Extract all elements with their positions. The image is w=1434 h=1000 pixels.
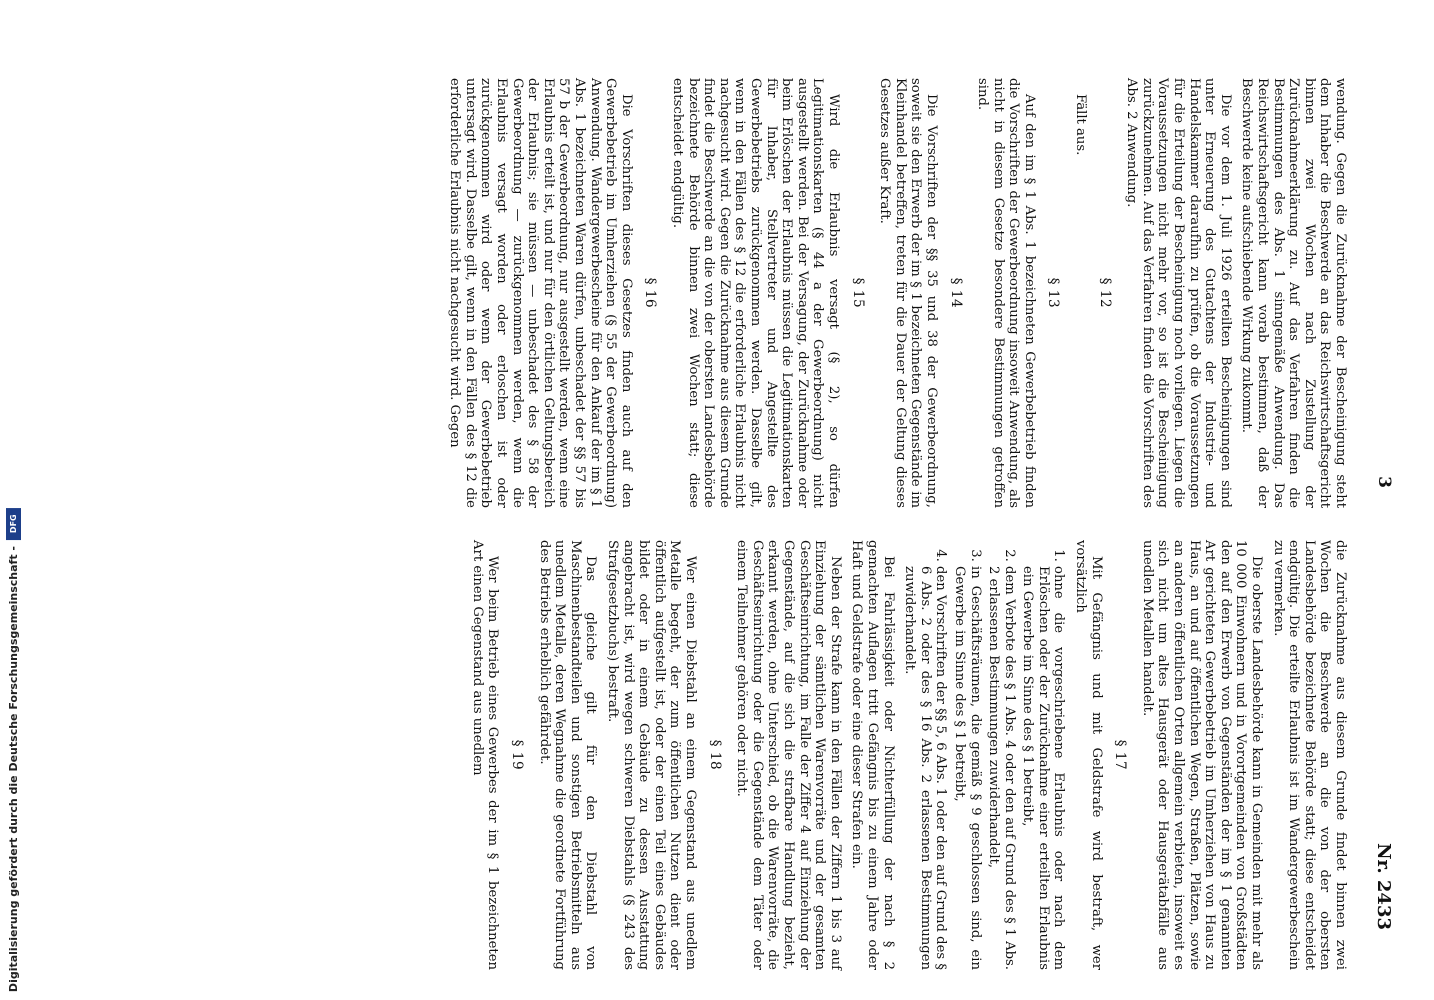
list-item: 1. ohne die vorgeschriebene Erlaubnis oder nach dem Erlöschen oder der Zurücknahme einer erteilten Erlaubnis ein Gewerbe im Sinne des § 1 betreibt, bbox=[1020, 566, 1067, 970]
paragraph: die Zurücknahme aus diesem Grunde findet binnen zwei Wochen die Beschwerde an die von der obersten Landesbehörde bezeichnete Behörde statt; diese entscheidet endgültig. Die erteilte Erlaubnis ist im Wandergewerbeschein zu vermerken. bbox=[1270, 540, 1348, 970]
right-column bbox=[463, 540, 1348, 970]
section-text-19: Wer beim Betrieb eines Gewerbes der im § 1 bezeichneten Art einen Gegenstand aus unedlem bbox=[469, 540, 501, 970]
section-heading-12: § 12 bbox=[1096, 277, 1113, 309]
section-heading-19: § 19 bbox=[509, 739, 526, 771]
list-item: 2. dem Verbote des § 1 Abs. 4 oder den auf Grund des § 1 Abs. 2 erlassenen Bestimmungen zuwiderhandelt, bbox=[986, 566, 1017, 970]
section-text-12: Fällt aus. bbox=[1073, 94, 1089, 156]
section-heading-15: § 15 bbox=[849, 277, 866, 309]
dfg-logo: DFG bbox=[6, 508, 21, 540]
document-number: Nr. 2433 bbox=[1373, 843, 1394, 930]
section-heading-16: § 16 bbox=[642, 277, 659, 309]
page-number: 3 bbox=[1374, 476, 1394, 488]
paragraph: Die vor dem 1. Juli 1926 erteilten Bescheinigungen sind unter Erneuerung des Gutachtens der Industrie- und Handelskammer daraufhin zu prüfen, ob die Voraussetzungen für die Erteilung der Bescheinigung noch vorliegen. Liegen die Voraussetzungen nicht mehr vor, so ist die Bescheinigung zurückzunehmen. Auf das Verfahren finden die Vorschriften des Abs. 2 Anwendung. bbox=[1124, 78, 1233, 508]
section-lead-17: Mit Gefängnis und mit Geldstrafe wird bestraft, wer vorsätzlich bbox=[1073, 540, 1104, 970]
paragraph: Bei Fahrlässigkeit oder Nichterfüllung der nach § 2 gemachten Auflagen tritt Gefängnis bis zu einem Jahre oder Haft und Geldstrafe oder eine dieser Strafen ein. bbox=[849, 540, 896, 970]
paragraph: Die oberste Landesbehörde kann in Gemeinden mit mehr als 10 000 Einwohnern und in Vorortgemeinden von Großstädten den auf den Erwerb von Gegenständen der im § 1 genannten Art gerichteten Gewerbebetrieb im Umherziehen von Haus zu Haus, an und auf öffentlichen Wegen, Straßen, Plätzen, sowie an anderen öffentlichen Orten allgemein verbieten, insoweit es sich nicht um altes Hausgerät oder Hausgerätabfälle aus unedlen Metallen handelt. bbox=[1139, 540, 1265, 970]
section-text-16: Die Vorschriften dieses Gesetzes finden auch auf den Gewerbebetrieb im Umherziehen (§ 55 der Gewerbeordnung) Anwendung. Wandergewerbescheine für den Ankauf der im § 1 Abs. 1 bezeichneten Waren dürfen, unbeschadet der §§ 57 bis 57 b der Gewerbeordnung, nur ausgestellt werden, wenn eine Erlaubnis erteilt ist, und nur für den örtlichen Geltungsbereich der Erlaubnis; sie müssen — unbeschadet des § 58 der Gewerbeordnung — zurückgenommen werden, wenn die Erlaubnis versagt worden oder erloschen ist oder zurückgenommen wird oder wenn der Gewerbebetrieb untersagt wird. Dasselbe gilt, wenn in den Fällen des § 12 die erforderliche Erlaubnis nicht nachgesucht wird. Gegen bbox=[447, 78, 634, 508]
section-text-13: Auf den im § 1 Abs. 1 bezeichneten Gewerbebetrieb finden die Vorschriften der Gewerbeordnung insoweit Anwendung, als nicht in diesem Gesetze besondere Bestimmungen getroffen sind. bbox=[975, 78, 1037, 508]
section-heading-14: § 14 bbox=[947, 277, 964, 309]
section-text-15: Wird die Erlaubnis versagt (§ 2), so dürfen Legitimationskarten (§ 44 a der Gewerbeordnung) nicht ausgestellt werden. Bei der Versagung, der Zurücknahme oder beim Erlöschen der Erlaubnis müssen die Legitimationskarten für Inhaber, Stellvertreter und Angestellte des Gewerbebetriebs zurückgenommen werden. Dasselbe gilt, wenn in den Fällen des § 12 die erforderliche Erlaubnis nicht nachgesucht wird. Gegen die Zurücknahme aus diesem Grunde findet die Beschwerde an die von der obersten Landesbehörde bezeichnete Behörde binnen zwei Wochen statt; diese entscheidet endgültig. bbox=[670, 78, 841, 508]
paragraph: Das gleiche gilt für den Diebstahl von Maschinenbestandteilen und sonstigen Betriebsmitteln aus unedlem Metalle, deren Wegnahme die geordnete Fortführung des Betriebs erheblich gefährdet. bbox=[536, 540, 599, 970]
credit-line bbox=[6, 508, 21, 992]
section-heading-18: § 18 bbox=[706, 739, 723, 771]
section-text-14: Die Vorschriften der §§ 35 und 38 der Gewerbeordnung, soweit sie den Erwerb der im § 1 bezeichneten Gegenstände im Kleinhandel betreffen, treten für die Dauer der Geltung dieses Gesetzes außer Kraft. bbox=[877, 78, 939, 508]
paragraph: wendung. Gegen die Zurücknahme der Bescheinigung steht dem Inhaber die Beschwerde an das Reichswirtschaftsgericht binnen zwei Wochen nach Zustellung der Zurücknahmeerklärung zu. Auf das Verfahren finden die Bestimmungen des Abs. 1 sinngemäße Anwendung. Das Reichswirtschaftsgericht kann vorab bestimmen, daß der Beschwerde keine aufschiebende Wirkung zukommt. bbox=[1239, 78, 1348, 508]
section-heading-17: § 17 bbox=[1112, 739, 1129, 771]
left-column bbox=[441, 78, 1348, 508]
offense-list bbox=[902, 540, 1067, 970]
credit-text: Digitalisierung gefördert durch die Deutsche Forschungsgemeinschaft - bbox=[7, 545, 20, 992]
list-item: 4. den Vorschriften der §§ 5, 6 Abs. 1 oder den auf Grund des § 6 Abs. 2 oder des § 16 Abs. 2 erlassenen Bestimmungen zuwiderhandelt. bbox=[902, 566, 949, 970]
section-text-18: Wer einen Diebstahl an einem Gegenstand aus unedlem Metalle begeht, der zum öffentlichen Nutzen dient oder öffentlich aufgestellt ist, oder der einen Teil eines Gebäudes bildet oder in einem Gebäude zu dessen Ausstattung angebracht ist, wird wegen schweren Diebstahls (§ 243 des Strafgesetzbuchs) bestraft. bbox=[605, 540, 699, 970]
paragraph: Neben der Strafe kann in den Fällen der Ziffern 1 bis 3 auf Einziehung der sämtlichen Warenvorräte und der gesamten Geschäftseinrichtung, im Falle der Ziffer 4 auf Einziehung der Gegenstände, auf die sich die strafbare Handlung bezieht, erkannt werden, ohne Unterschied, ob die Warenvorräte, die Geschäftseinrichtung oder die Gegenstände dem Täter oder einem Teilnehmer gehören oder nicht. bbox=[734, 540, 843, 970]
section-heading-13: § 13 bbox=[1045, 277, 1062, 309]
list-item: 3. in Geschäftsräumen, die gemäß § 9 geschlossen sind, ein Gewerbe im Sinne des § 1 betreibt, bbox=[951, 566, 982, 970]
digitization-credit bbox=[2, 0, 26, 1000]
